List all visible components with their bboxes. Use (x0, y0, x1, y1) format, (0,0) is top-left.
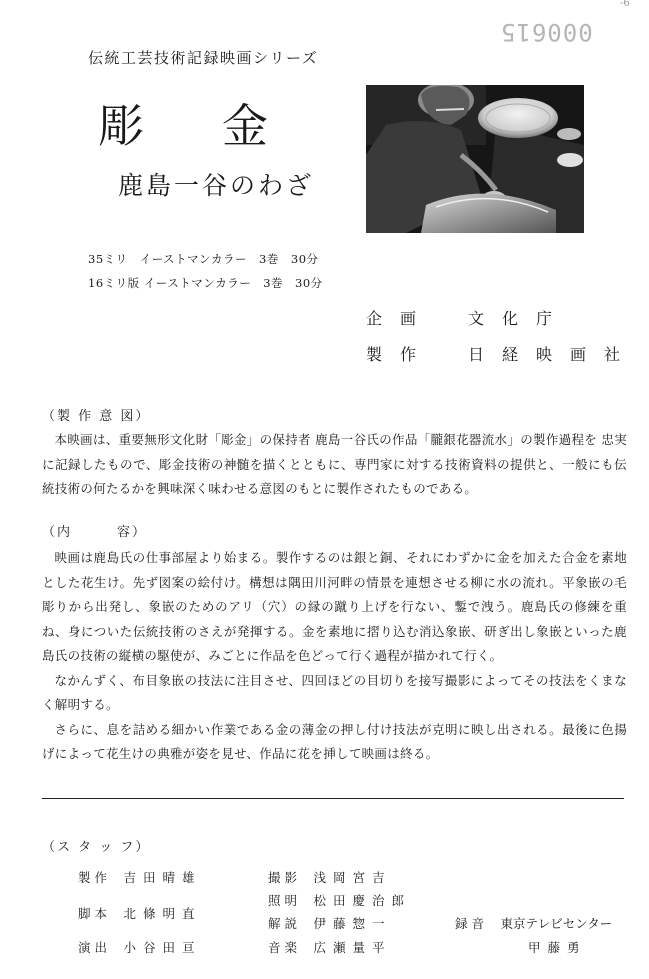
archive-stamp: 000615 (500, 18, 593, 46)
staff-role: 脚本 (78, 906, 112, 921)
film-subtitle: 鹿島一谷のわざ (118, 171, 315, 200)
staff-entry (268, 868, 392, 886)
staff-name: 小谷田亘 (123, 940, 202, 955)
content-body (42, 546, 627, 767)
staff-role: 録音 (455, 916, 489, 931)
staff-role: 解説 (268, 916, 302, 931)
paragraph: 映画は鹿島氏の仕事部屋より始まる。製作するのは銀と銅、それにわずかに金を加えた合金を素地とした花生け。先ず図案の絵付け。構想は隅田川河畔の情景を連想させる柳に水の流れ。平象嵌の毛彫りから出発し、象嵌のためのアリ（穴）の縁の蹴り上げを行ない、鏨で洩う。鹿島氏の修練を重ね、身についた伝統技術のさえが発揮する。金を素地に摺り込む消込象嵌、研ぎ出し象嵌といった鹿島氏の技術の縦横の駆使が、みごとに作品を色どって行く過程が描かれて行く。 (42, 550, 627, 663)
staff-entry (78, 904, 202, 922)
series-title: 伝統工芸技術記録映画シリーズ (88, 49, 319, 67)
staff-role: 製作 (78, 870, 112, 885)
credit-planning (366, 306, 570, 329)
staff-name: 甲藤勇 (528, 940, 587, 955)
paragraph: 本映画は、重要無形文化財「彫金」の保持者 鹿島一谷氏の作品「朧銀花器流水」の製作過程を 忠実に記録したもので、彫金技術の神髄を描くとともに、専門家に対する技術資料の提供と、一般にも伝統技術の何たるかを興味深く味わせる意図のもとに製作されたものである。 (42, 432, 627, 496)
staff-entry (268, 891, 411, 909)
staff-name: 伊藤惣一 (313, 916, 392, 931)
staff-name: 広瀬量平 (313, 940, 392, 955)
staff-entry (78, 938, 202, 956)
section-heading-content: （内 容） (42, 525, 148, 540)
staff-name: 北條明直 (123, 906, 202, 921)
credit-role: 製作 (366, 345, 435, 364)
staff-name: 吉田晴雄 (123, 870, 202, 885)
staff-name: 東京テレビセンター (500, 916, 613, 931)
section-heading-purpose: （製 作 意 図） (42, 409, 151, 424)
staff-entry (78, 868, 202, 886)
film-title: 彫金 (98, 99, 346, 153)
craftsman-photo-image (366, 85, 584, 233)
staff-role: 演出 (78, 940, 112, 955)
paragraph: なかんずく、布目象嵌の技法に注目させ、四回ほどの目切りを接写撮影によってその技法をくまなく解明する。 (42, 672, 627, 712)
staff-entry (455, 914, 612, 932)
staff-entry (528, 938, 587, 956)
credit-production (366, 342, 638, 365)
staff-name: 浅岡宮吉 (313, 870, 392, 885)
format-spec-35mm: 35ミリ イーストマンカラー 3巻 30分 (88, 252, 319, 266)
staff-entry (268, 914, 392, 932)
corner-mark: -6 (620, 0, 630, 9)
craftsman-photo (366, 85, 584, 233)
paragraph: さらに、息を詰める細かい作業である金の薄金の押し付け技法が克明に映し出される。最後に色揚げによって花生けの典雅が姿を見せ、作品に花を挿して映画は終る。 (42, 721, 627, 761)
staff-role: 音楽 (268, 940, 302, 955)
format-spec-16mm: 16ミリ版 イーストマンカラー 3巻 30分 (88, 276, 323, 290)
credit-role: 企画 (366, 309, 435, 328)
staff-entry (268, 938, 392, 956)
staff-role: 照明 (268, 893, 302, 908)
staff-role: 撮影 (268, 870, 302, 885)
staff-name: 松田慶治郎 (313, 893, 412, 908)
credit-name: 日経映画社 (468, 345, 639, 364)
credit-name: 文化庁 (468, 309, 571, 328)
section-heading-staff: （ス タ ッ フ） (42, 840, 151, 855)
purpose-body (42, 428, 627, 502)
divider-rule (42, 798, 624, 799)
